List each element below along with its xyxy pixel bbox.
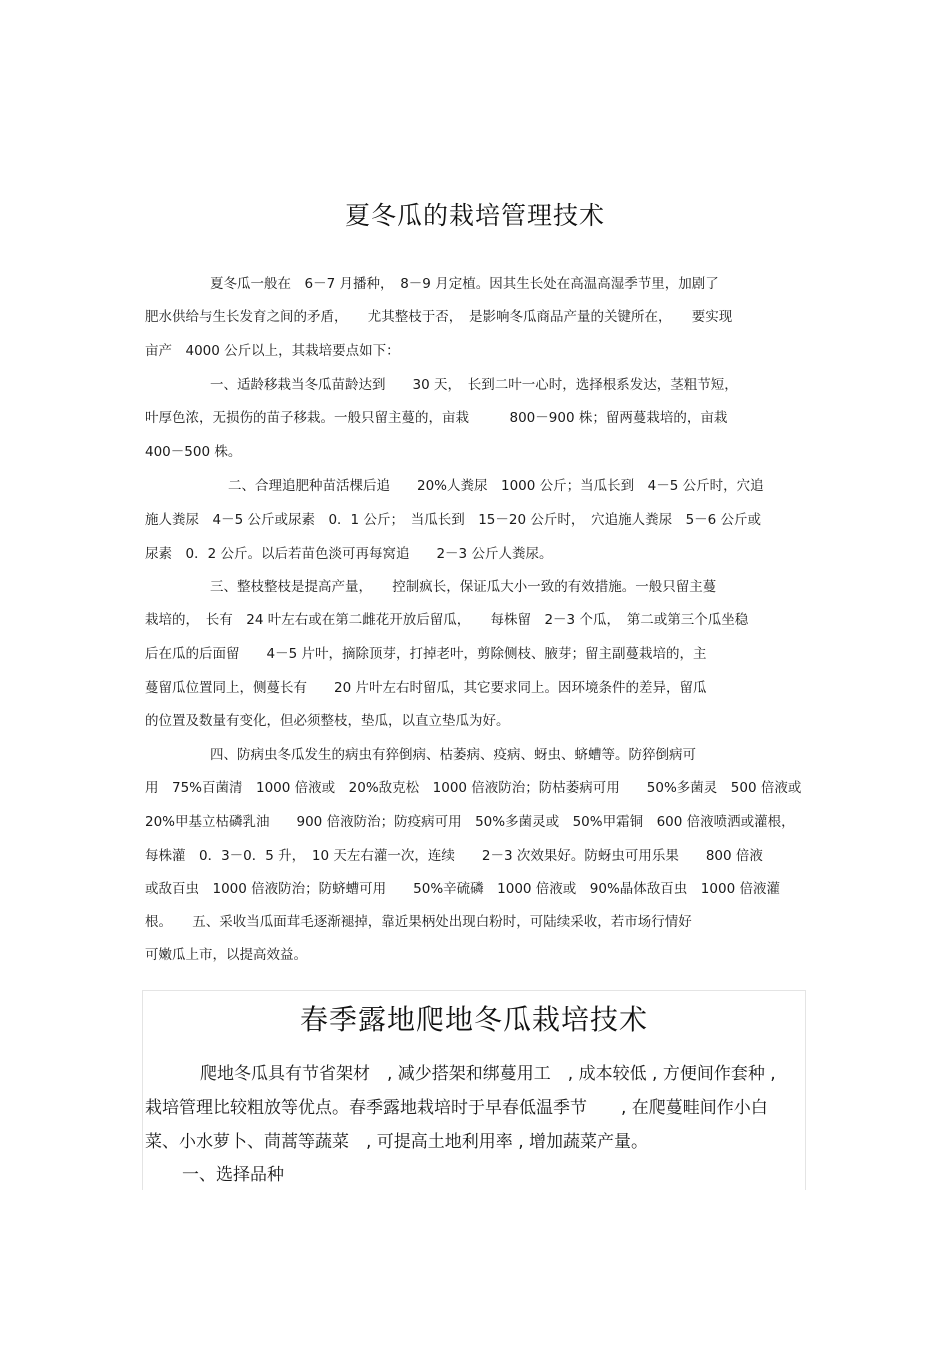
paragraph-line: 20%甲基立枯磷乳油 900 倍液防治；防疫病可用 50%多菌灵或 50%甲霜铜 600 倍液喷洒或灌根，	[145, 814, 795, 830]
paragraph-line: 肥水供给与生长发育之间的矛盾， 尤其整枝于否， 是影响冬瓜商品产量的关键所在， 要实现	[145, 309, 733, 325]
paragraph-line: 亩产 4000 公斤以上，其栽培要点如下：	[145, 343, 400, 359]
paragraph-line: 三、整枝整枝是提高产量， 控制疯长，保证瓜大小一致的有效措施。一般只留主蔓	[210, 579, 717, 595]
paragraph-line: 四、防病虫冬瓜发生的病虫有猝倒病、枯萎病、疫病、蚜虫、蛴螬等。防猝倒病可	[210, 747, 696, 763]
paragraph-line: 叶厚色浓，无损伤的苗子移栽。一般只留主蔓的，亩栽 800－900 株；留两蔓栽培的，亩栽	[145, 410, 728, 426]
paragraph-line: 的位置及数量有变化，但必须整枝，垫瓜，以直立垫瓜为好。	[145, 713, 510, 729]
paragraph-line: 夏冬瓜一般在 6－7 月播种， 8－9 月定植。因其生长处在高温高湿季节里，加剧了	[210, 276, 719, 292]
paragraph-line: 蔓留瓜位置同上，侧蔓长有 20 片叶左右时留瓜，其它要求同上。因环境条件的差异，留瓜	[145, 680, 707, 696]
paragraph-line: 施人粪尿 4－5 公斤或尿素 0．1 公斤； 当瓜长到 15－20 公斤时， 穴追施人粪尿 5－6 公斤或	[145, 512, 762, 528]
paragraph-line: 每株灌 0．3－0．5 升， 10 天左右灌一次，连续 2－3 次效果好。防蚜虫可用乐果 800 倍液	[145, 848, 763, 864]
paragraph-line: 后在瓜的后面留 4－5 片叶，摘除顶芽，打掉老叶，剪除侧枝、腋芽；留主副蔓栽培的，主	[145, 646, 707, 662]
paragraph-line: 用 75%百菌清 1000 倍液或 20%敌克松 1000 倍液防治；防枯萎病可用 50%多菌灵 500 倍液或	[145, 780, 802, 796]
paragraph-line: 菜、小水萝卜、茼蒿等蔬菜 , 可提高土地利用率 , 增加蔬菜产量。	[145, 1132, 649, 1152]
document-title: 夏冬瓜的栽培管理技术	[344, 201, 605, 230]
paragraph-line: 根。 五、采收当瓜面茸毛逐渐褪掉，靠近果柄处出现白粉时，可陆续采收，若市场行情好	[145, 914, 692, 930]
paragraph-line: 400－500 株。	[145, 444, 242, 460]
paragraph-line: 尿素 0．2 公斤。以后若苗色淡可再每窝追 2－3 公斤人粪尿。	[145, 546, 553, 562]
paragraph-line: 栽培管理比较粗放等优点。春季露地栽培时于早春低温季节 , 在爬蔓畦间作小白	[145, 1098, 768, 1118]
paragraph-line: 或敌百虫 1000 倍液防治；防蛴螬可用 50%辛硫磷 1000 倍液或 90%晶体敌百虫 1000 倍液灌	[145, 881, 780, 897]
section-heading: 一、选择品种	[182, 1165, 284, 1185]
paragraph-line: 爬地冬瓜具有节省架材 , 减少搭架和绑蔓用工 , 成本较低 , 方便间作套种 ,	[200, 1064, 776, 1084]
second-article-title: 春季露地爬地冬瓜栽培技术	[299, 1003, 648, 1036]
paragraph-line: 栽培的， 长有 24 叶左右或在第二雌花开放后留瓜， 每株留 2－3 个瓜， 第二或第三个瓜坐稳	[145, 612, 749, 628]
paragraph-line: 一、适龄移栽当冬瓜苗龄达到 30 天， 长到二叶一心时，选择根系发达，茎粗节短，	[210, 377, 738, 393]
paragraph-line: 可嫩瓜上市，以提高效益。	[145, 947, 307, 963]
paragraph-line: 二、合理追肥种苗活棵后追 20%人粪尿 1000 公斤；当瓜长到 4－5 公斤时，穴追	[228, 478, 764, 494]
